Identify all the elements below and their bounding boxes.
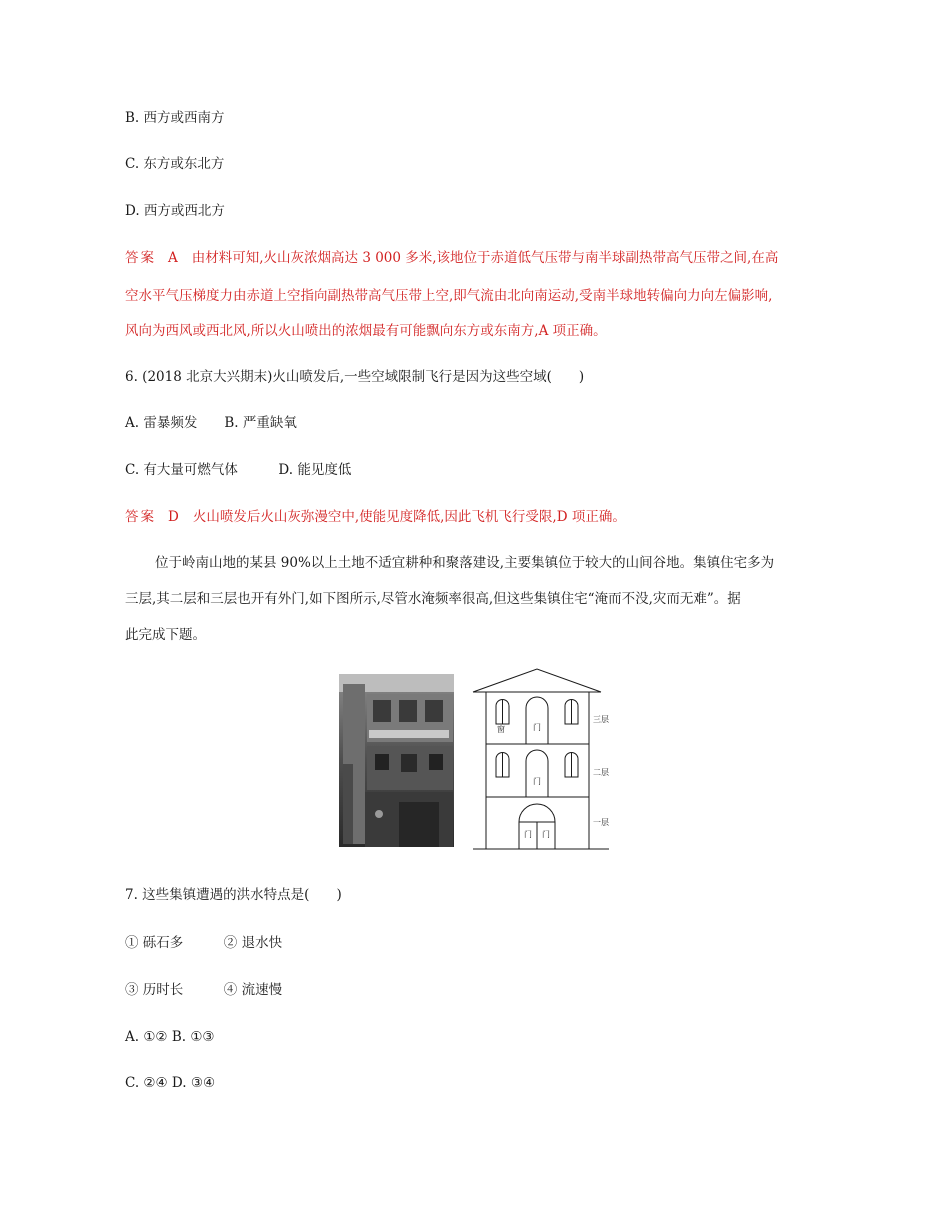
floor2-label: 二层: [593, 768, 609, 777]
answer-text: 由材料可知,火山灰浓烟高达 3 000 多米,该地位于赤道低气压带与南半球副热带高气压带之间,在高: [191, 250, 779, 266]
q5-answer-line2: 空水平气压梯度力由赤道上空指向副热带高气压带上空,即气流由北向南运动,受南半球地转偏向力向左偏影响,: [125, 288, 773, 304]
door-label: 门: [533, 777, 541, 786]
q5-answer-line1: [125, 248, 778, 268]
passage-line1: 位于岭南山地的某县 90%以上土地不适宜耕种和聚落建设,主要集镇位于较大的山间谷地。集镇住宅多为: [155, 555, 775, 571]
answer-label: 答案: [125, 509, 156, 525]
q6-answer: [125, 507, 626, 527]
door-label: 门: [533, 723, 541, 732]
answer-letter: A: [168, 250, 178, 266]
q5-option-c: C. 东方或东北方: [125, 156, 225, 172]
answer-label: 答案: [125, 250, 156, 266]
q6-options-row1: A. 雷暴频发 B. 严重缺氧: [125, 415, 297, 431]
q6-options-row2: C. 有大量可燃气体 D. 能见度低: [125, 462, 352, 478]
passage-line2: 三层,其二层和三层也开有外门,如下图所示,尽管水淹频率很高,但这些集镇住宅“淹而不没,灾而无难”。据: [125, 591, 741, 607]
answer-text: 火山喷发后火山灰弥漫空中,使能见度降低,因此飞机飞行受限,D 项正确。: [192, 509, 626, 525]
q6-stem: 6. (2018 北京大兴期末)火山喷发后,一些空域限制飞行是因为这些空域( ): [125, 369, 585, 385]
q7-items-row1: ① 砾石多 ② 退水快: [125, 935, 283, 951]
floor3-label: 三层: [593, 715, 609, 724]
q5-option-b: B. 西方或西南方: [125, 110, 225, 126]
q7-options-row2: C. ②④ D. ③④: [125, 1075, 216, 1091]
house-figure: [339, 674, 609, 849]
q5-answer-line3: 风向为西风或西北风,所以火山喷出的浓烟最有可能飘向东方或东南方,A 项正确。: [125, 323, 607, 339]
q5-option-d: D. 西方或西北方: [125, 203, 225, 219]
q7-items-row2: ③ 历时长 ④ 流速慢: [125, 982, 283, 998]
house-schematic: [473, 669, 609, 849]
q7-stem: 7. 这些集镇遭遇的洪水特点是( ): [125, 887, 342, 903]
floor1-label: 一层: [593, 818, 609, 827]
door-label: 门: [524, 830, 532, 839]
window-label: 窗: [497, 725, 505, 734]
house-figure-svg: [339, 674, 609, 849]
house-photo: [339, 674, 454, 847]
door-label: 门: [542, 830, 550, 839]
passage-line3: 此完成下题。: [125, 627, 206, 643]
answer-letter: D: [168, 509, 179, 525]
q7-options-row1: A. ①② B. ①③: [125, 1029, 215, 1045]
